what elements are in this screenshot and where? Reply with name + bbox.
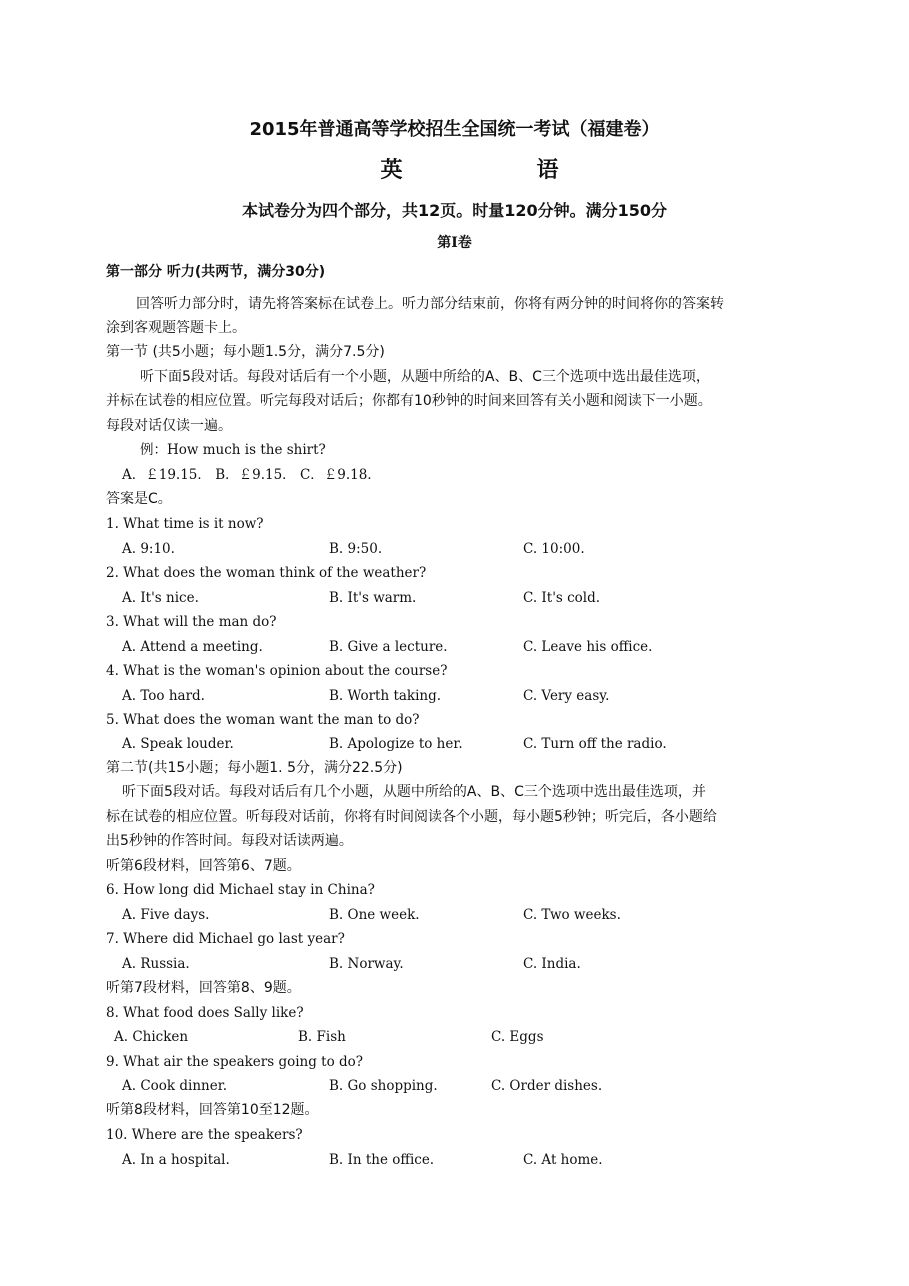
option-a: A. Five days. — [122, 907, 210, 923]
section2-instr-line3: 出5秒钟的作答时间。每段对话读两遍。 — [106, 833, 353, 849]
option-c: C. 10:00. — [523, 541, 585, 557]
option-b: B. Worth taking. — [329, 688, 442, 704]
material-8-label: 听第8段材料，回答第10至12题。 — [106, 1102, 319, 1118]
option-c: C. Order dishes. — [491, 1078, 603, 1094]
section2-instr-line2: 标在试卷的相应位置。听每段对话前，你将有时间阅读各个小题，每小题5秒钟；听完后，各小题给 — [106, 809, 717, 825]
exam-title: 2015年普通高等学校招生全国统一考试（福建卷） — [249, 119, 660, 140]
section2-heading: 第二节(共15小题；每小题1. 5分，满分22.5分) — [106, 760, 403, 776]
section1-instr-line1: 听下面5段对话。每段对话后有一个小题，从题中所给的A、B、C三个选项中选出最佳选项， — [140, 369, 710, 385]
option-c: C. Two weeks. — [523, 907, 621, 923]
option-a: A. Russia. — [122, 956, 190, 972]
subject-title: 英 语 — [380, 158, 589, 183]
question-text: 8. What food does Sally like? — [106, 1005, 304, 1021]
option-a: A. Speak louder. — [122, 736, 234, 752]
part1-heading: 第一部分 听力(共两节，满分30分) — [106, 264, 326, 280]
part1-intro-line1: 回答听力部分时，请先将答案标在试卷上。听力部分结束前，你将有两分钟的时间将你的答案转 — [136, 296, 724, 312]
question-text: 10. Where are the speakers? — [106, 1127, 303, 1143]
option-b: B. 9:50. — [329, 541, 383, 557]
material-6-label: 听第6段材料，回答第6、7题。 — [106, 858, 301, 874]
option-c: C. Very easy. — [523, 688, 610, 704]
question-text: 6. How long did Michael stay in China? — [106, 882, 375, 898]
option-b: B. It's warm. — [329, 590, 417, 606]
option-c: C. Eggs — [491, 1029, 544, 1045]
option-a: A. Cook dinner. — [122, 1078, 227, 1094]
example-question: 例：How much is the shirt? — [140, 442, 326, 458]
option-a: A. In a hospital. — [122, 1152, 230, 1168]
option-c: C. It's cold. — [523, 590, 601, 606]
volume-label: 第Ⅰ卷 — [437, 235, 472, 251]
section1-instr-line2: 并标在试卷的相应位置。听完每段对话后；你都有10秒钟的时间来回答有关小题和阅读下一小题。 — [106, 393, 712, 409]
exam-info: 本试卷分为四个部分，共12页。时量120分钟。满分150分 — [241, 201, 668, 220]
section1-heading: 第一节 (共5小题；每小题1.5分，满分7.5分) — [106, 344, 385, 360]
question-text: 1. What time is it now? — [106, 516, 264, 532]
question-text: 3. What will the man do? — [106, 614, 277, 630]
option-b: B. One week. — [329, 907, 420, 923]
option-c: C. Turn off the radio. — [523, 736, 667, 752]
option-a: A. Attend a meeting. — [122, 639, 263, 655]
option-c: C. Leave his office. — [523, 639, 653, 655]
section1-instr-line3: 每段对话仅读一遍。 — [106, 418, 232, 434]
option-b: B. Give a lecture. — [329, 639, 448, 655]
option-b: B. Apologize to her. — [329, 736, 463, 752]
option-a: A. Chicken — [114, 1029, 189, 1045]
question-text: 5. What does the woman want the man to do? — [106, 712, 420, 728]
option-a: A. Too hard. — [122, 688, 205, 704]
option-c: C. At home. — [523, 1152, 603, 1168]
question-text: 2. What does the woman think of the weather? — [106, 565, 427, 581]
example-answer: 答案是C。 — [106, 491, 172, 507]
material-7-label: 听第7段材料，回答第8、9题。 — [106, 980, 301, 996]
part1-intro-line2: 涂到客观题答题卡上。 — [106, 320, 246, 336]
question-text: 7. Where did Michael go last year? — [106, 931, 345, 947]
option-b: B. Norway. — [329, 956, 404, 972]
section2-instr-line1: 听下面5段对话。每段对话后有几个小题，从题中所给的A、B、C三个选项中选出最佳选项，并 — [122, 784, 706, 800]
option-b: B. Go shopping. — [329, 1078, 438, 1094]
option-a: A. It's nice. — [122, 590, 199, 606]
question-text: 9. What air the speakers going to do? — [106, 1054, 364, 1070]
option-a: A. 9:10. — [122, 541, 175, 557]
option-c: C. India. — [523, 956, 581, 972]
option-b: B. Fish — [298, 1029, 346, 1045]
example-options: A．￡19.15． B．￡9.15． C．￡9.18． — [122, 467, 381, 483]
option-b: B. In the office. — [329, 1152, 435, 1168]
question-text: 4. What is the woman's opinion about the course? — [106, 663, 448, 679]
